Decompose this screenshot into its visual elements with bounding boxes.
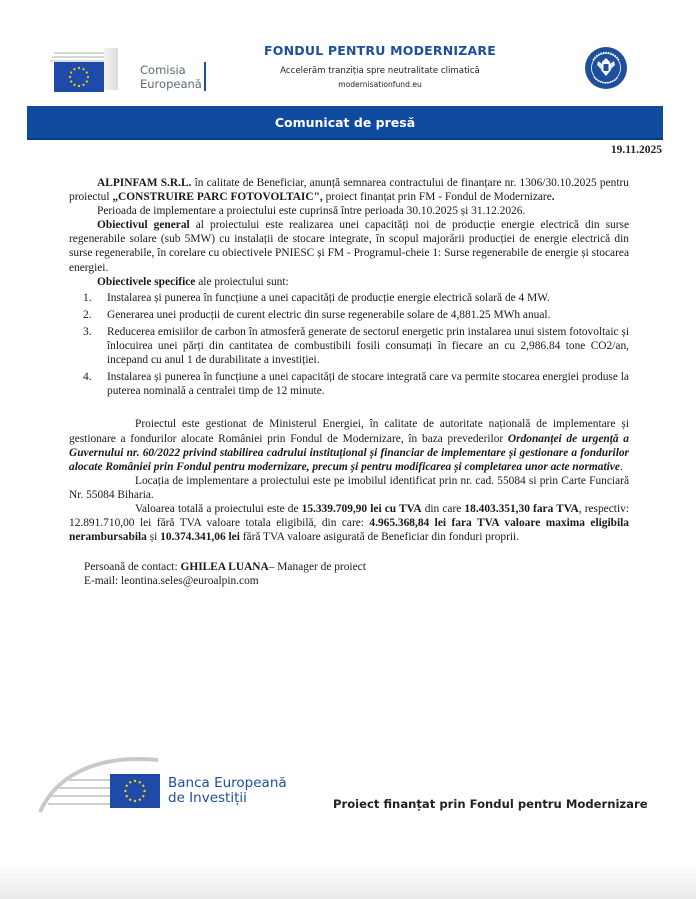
list-item-text: Generarea unei producții de curent electric din surse regenerabile solare de 4,881.25 MWh anual. [107, 308, 551, 321]
european-commission-logo [46, 46, 206, 94]
intro-paragraph [69, 176, 629, 204]
ec-divider [204, 62, 206, 91]
general-objective-text: al proiectului este realizarea unei capacități noi de producție energie electrică din surse regenerabile solare (sub 5MW) cu instalații de stocare integrate, în scopul majorării producției de energie electrică din surse regenerabile, în corelare cu obiectivele PNIESC și FM - Programul-cheie 1: Surse regenerabile de energie și stocarea energiei. [69, 219, 630, 274]
specific-objectives-list [69, 291, 629, 399]
general-objective-label: Obiectivul general [97, 219, 190, 232]
contact-label: Persoană de contact: [84, 561, 181, 574]
eib-line2: de Investiții [168, 790, 247, 806]
list-item-text: Reducerea emisiilor de carbon în atmosferă generate de sectorul energetic prin instalarea unui sistem fotovoltaic și înlocuirea unei părți din cantitatea de combustibili fosili consumați în fiecare an cu 2,986.84 tone CO2/an, incepand cu anul 1 de durabilitate a investiției. [107, 325, 629, 367]
ec-logo-line2: Europeană [140, 77, 202, 91]
general-objective-paragraph [69, 218, 629, 274]
fund-tagline: Accelerăm tranziția spre neutralitate climatică [280, 66, 480, 76]
ec-logo-line1: Comisia [140, 63, 186, 77]
list-item-number: 2. [83, 308, 92, 321]
eu-flag-icon [110, 774, 160, 808]
value-text-3: , respectiv: 12.891.710,00 lei fără TVA valoare totala eligibilă, din care: [69, 502, 629, 530]
romanian-government-seal-icon [584, 46, 628, 90]
implementation-period: Perioada de implementare a proiectului este cuprinsă între perioada 30.10.2025 și 31.12.2026. [97, 205, 526, 218]
specific-objectives-label: Obiectivele specifice [97, 275, 196, 288]
value-text-2: din care [421, 502, 465, 515]
value-without-vat: 18.403.351,30 fara TVA [464, 502, 579, 515]
press-release-banner [27, 106, 663, 140]
value-paragraph [69, 502, 629, 544]
list-item [69, 325, 629, 367]
banner-title: Comunicat de presă [274, 114, 416, 130]
list-item [69, 370, 629, 398]
beneficiary-name: ALPINFAM S.R.L. [97, 177, 192, 189]
contact-name: GHILEA LUANA [180, 561, 269, 574]
eu-flag-icon [54, 62, 104, 92]
eib-line1: Banca Europeană [168, 775, 287, 791]
management-text: Proiectul este gestionat de Ministerul Energiei, în calitate de autoritate națională de implementare și gestionare a fondurilor alocate României prin Fondul de Modernizare, în baza prevederilor [69, 418, 629, 445]
contact-person [69, 560, 629, 574]
ordinance-reference: Ordonanței de urgență a Guvernului nr. 60/2022 privind stabilirea cadrului instituțional și financiar de implementare și gestionare a fondurilor alocate României prin Fondul pentru modernizare, precum și pentru modificarea și completarea unor acte normative [69, 432, 629, 473]
list-item-text: Instalarea și punerea în funcțiune a unei capacități de producție energie electrică solară de 4 MW. [107, 291, 550, 304]
release-date: 19.11.2025 [610, 144, 662, 156]
intro-end: . [551, 191, 555, 204]
list-item [69, 291, 629, 305]
contact-email-line [69, 574, 629, 588]
non-reimbursable-value: 4.965.368,84 lei fara TVA valoare maxima eligibila nerambursabila [69, 517, 629, 544]
list-item-number: 4. [83, 371, 92, 384]
total-value-with-vat: 15.339.709,90 lei cu TVA [301, 502, 422, 515]
list-item-number: 1. [83, 291, 92, 304]
management-end: . [619, 460, 623, 473]
eib-logo-text [168, 776, 287, 806]
specific-objectives-text: ale proiectului sunt: [195, 275, 289, 288]
email-label: E-mail: [84, 575, 122, 588]
project-name: „CONSTRUIRE PARC FOTOVOLTAIC", [112, 191, 323, 204]
intro-text-a: în calitate de Beneficiar, anunță semnarea contractului de finanțare nr. 1306/30.10.2025 pentru proiectul [69, 177, 629, 204]
own-funds-value: 10.374.341,06 lei [160, 531, 240, 544]
list-item-text: Instalarea și punerea în funcțiune a unei capacități de stocare integrată care va permite stocarea energiei produse la puterea nominală a centralei timp de 12 minute. [107, 371, 629, 398]
specific-objectives-heading [69, 275, 629, 289]
press-release-body [69, 176, 629, 588]
contact-email-link[interactable]: leontina.seles@euroalpin.com [121, 575, 259, 588]
ec-logo-text [140, 63, 202, 91]
contact-role: – Manager de proiect [268, 561, 366, 574]
value-text-5: fără TVA valoare asigurată de Beneficiar din fonduri proprii. [239, 531, 520, 544]
value-text-4: și [146, 531, 161, 544]
list-item [69, 308, 629, 322]
footer-funding-tagline: Proiect finanțat prin Fondul pentru Modernizare [333, 797, 648, 811]
eib-logo [36, 746, 326, 818]
location-paragraph: Locația de implementare a proiectului este pe imobilul identificat prin nr. cad. 55084 si prin Carte Funciară Nr. 55084 Biharia. [69, 474, 629, 501]
value-text-1: Valoarea totală a proiectului este de [135, 502, 302, 515]
intro-text-b: proiect finanțat prin FM - Fondul de Modernizare [322, 191, 552, 204]
management-paragraph [69, 417, 629, 473]
fund-url: modernisationfund.eu [338, 80, 422, 89]
list-item-number: 3. [83, 325, 92, 338]
fund-title: FONDUL PENTRU MODERNIZARE [264, 43, 496, 58]
